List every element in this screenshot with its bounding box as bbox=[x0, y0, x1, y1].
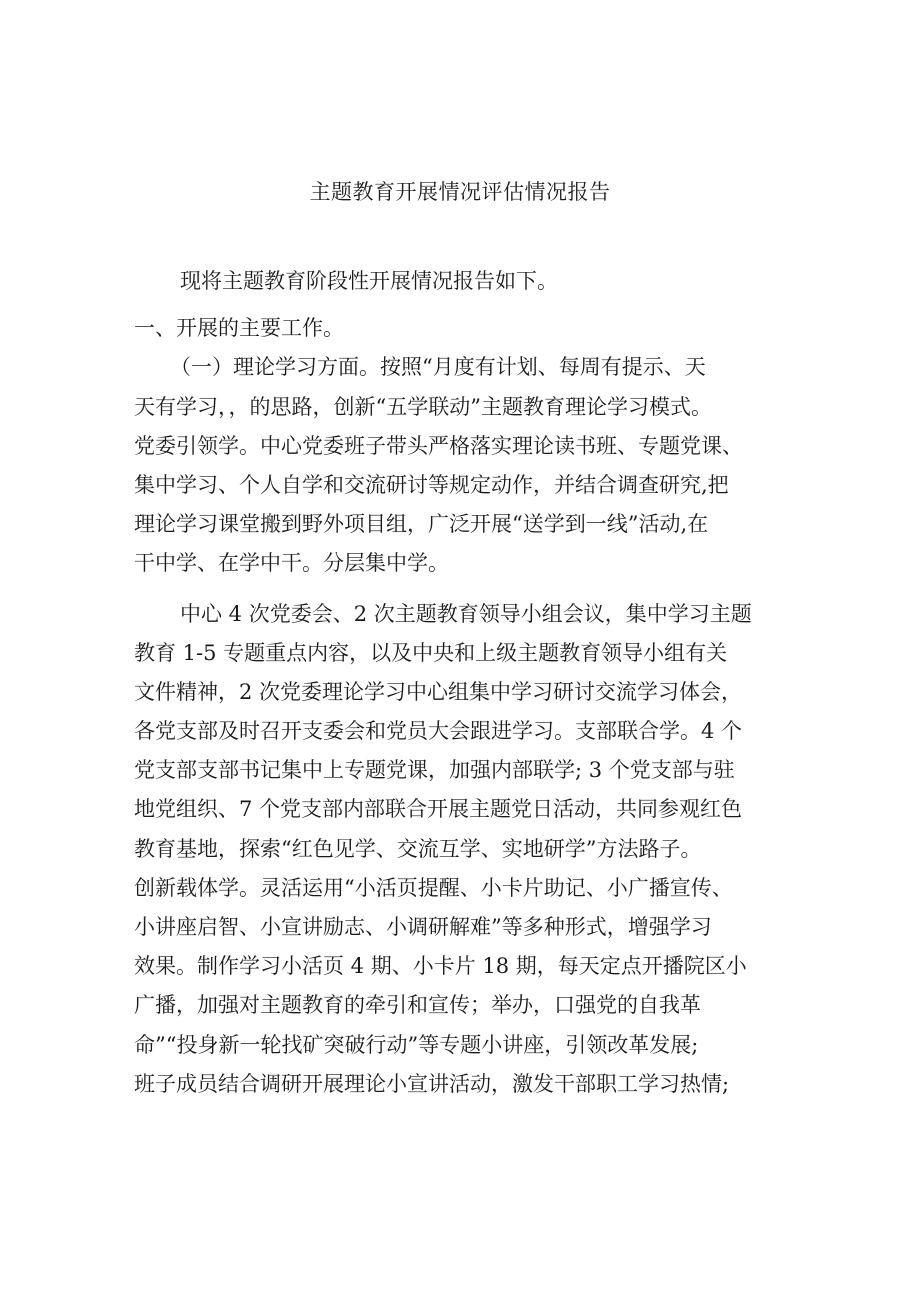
paragraph-2-line: 各党支部及时召开支委会和党员大会跟进学习。支部联合学。4 个 bbox=[134, 719, 743, 744]
section-heading-1: 一、开展的主要工作。 bbox=[134, 316, 344, 341]
paragraph-1-line: 天有学习，，的思路，创新“五学联动”主题教育理论学习模式。 bbox=[134, 394, 712, 419]
paragraph-1-line: 理论学习课堂搬到野外项目组，广泛开展“送学到一线”活动,在 bbox=[134, 512, 709, 537]
paragraph-2-line: 效果。制作学习小活页 4 期、小卡片 18 期，每天定点开播院区小 bbox=[134, 954, 747, 979]
paragraph-gap bbox=[134, 584, 794, 595]
paragraph-1-line: 党委引领学。中心党委班子带头严格落实理论读书班、专题党课、 bbox=[134, 433, 743, 458]
paragraph-2-line: 教育 1-5 专题重点内容，以及中央和上级主题教育领导小组有关 bbox=[134, 640, 728, 665]
paragraph-2-line: 班子成员结合调研开展理论小宣讲活动，激发干部职工学习热情; bbox=[134, 1071, 730, 1096]
paragraph-2-line: 广播，加强对主题教育的牵引和宣传；举办，口强党的自我革 bbox=[134, 993, 701, 1018]
paragraph-2-line: 创新载体学。灵活运用“小活页提醒、小卡片助记、小广播宣传、 bbox=[134, 875, 733, 900]
paragraph-2-line: 党支部支部书记集中上专题党课，加强内部联学; 3 个党支部与驻 bbox=[134, 758, 735, 783]
paragraph-1-line: 干中学、在学中干。分层集中学。 bbox=[134, 551, 449, 576]
paragraph-2-line: 命”“投身新一轮找矿突破行动”等专题小讲座，引领改革发展; bbox=[134, 1032, 699, 1057]
paragraph-1-line: 集中学习、个人自学和交流研讨等规定动作，并结合调查研究,把 bbox=[134, 472, 729, 497]
document-body bbox=[134, 262, 794, 1104]
paragraph-1-line: （一）理论学习方面。按照“月度有计划、每周有提示、天 bbox=[170, 355, 706, 380]
paragraph-2-line: 中心 4 次党委会、2 次主题教育领导小组会议，集中学习主题 bbox=[180, 601, 752, 626]
paragraph-2-line: 文件精神，2 次党委理论学习中心组集中学习研讨交流学习体会， bbox=[134, 679, 743, 704]
paragraph-2-line: 小讲座启智、小宣讲励志、小调研解难”等多种形式，增强学习 bbox=[134, 915, 712, 939]
paragraph-2-line: 教育基地，探索“红色见学、交流互学、实地研学”方法路子。 bbox=[134, 836, 702, 861]
document-title: 主题教育开展情况评估情况报告 bbox=[309, 180, 611, 204]
intro-paragraph: 现将主题教育阶段性开展情况报告如下。 bbox=[180, 269, 558, 293]
paragraph-2-line: 地党组织、7 个党支部内部联合开展主题党日活动，共同参观红色 bbox=[134, 797, 743, 822]
